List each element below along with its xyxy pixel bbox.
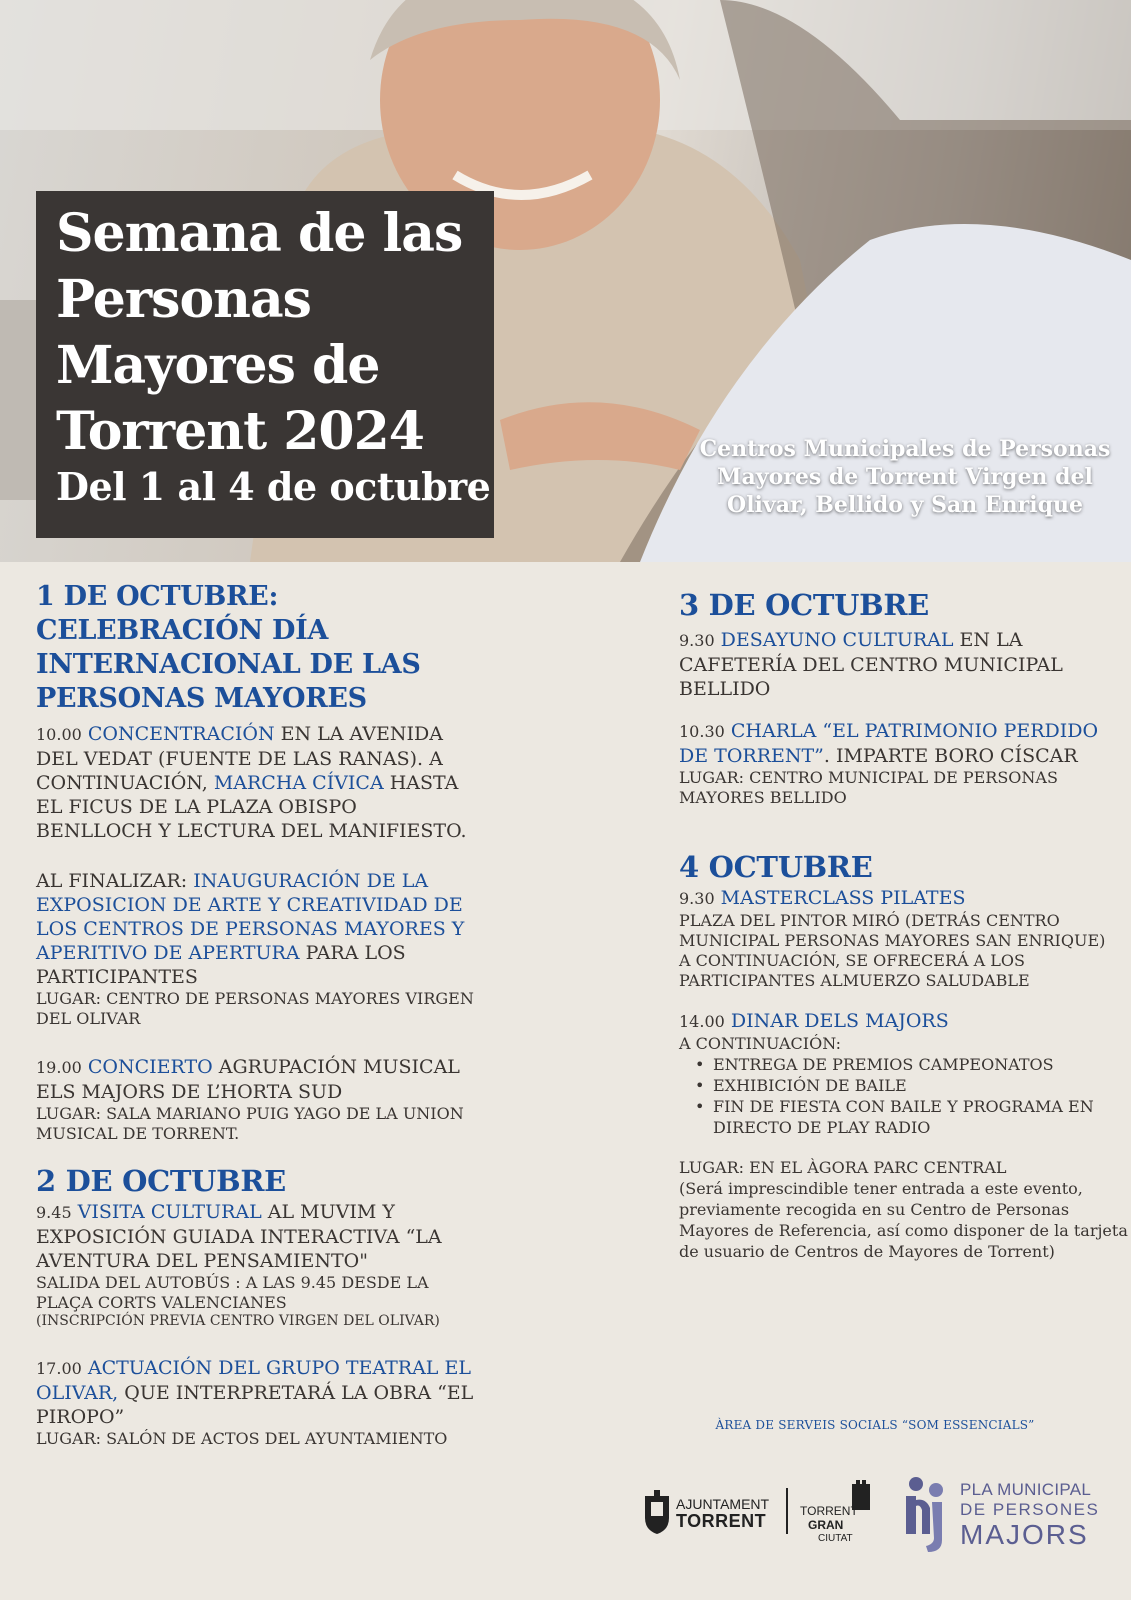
day3-event-charla (679, 719, 1131, 768)
list-item: • ENTREGA DE PREMIOS CAMPEONATOS (691, 1054, 1131, 1075)
event-continuacion: A CONTINUACIÓN: (679, 1034, 842, 1053)
day1-event-inauguracion (36, 869, 476, 989)
event-text: EN LA AVENIDA DEL VEDAT (FUENTE DE LAS RANAS). A CONTINUACIÓN, (36, 723, 443, 794)
event-time: 9.30 (679, 631, 715, 650)
event-highlight: MARCHA CÍVICA (213, 772, 384, 794)
event-inscripcion: (INSCRIPCIÓN PREVIA CENTRO VIRGEN DEL OLIVAR) (36, 1313, 440, 1329)
event-text: QUE INTERPRETARÁ LA OBRA “EL PIROPO” (36, 1382, 474, 1428)
tg-ciutat: CIUTAT (818, 1533, 853, 1544)
day2-heading: 2 DE OCTUBRE (36, 1164, 286, 1198)
event-text: AL FINALIZAR: (36, 870, 194, 892)
event-highlight: INAUGURACIÓN DE LA EXPOSICION DE ARTE Y CREATIVIDAD DE LOS CENTROS DE PERSONAS MAYORES Y APERITIVO DE APERTURA (36, 870, 465, 964)
event-continuacion: A CONTINUACIÓN, SE OFRECERÁ A LOS PARTICIPANTES ALMUERZO SALUDABLE (679, 951, 1030, 990)
centros-caption: Centros Municipales de Personas Mayores de Torrent Virgen del Olivar, Bellido y San Enrique (699, 436, 1111, 518)
event-highlight: CONCIERTO (87, 1056, 213, 1078)
event-salida: SALIDA DEL AUTOBÚS : A LAS 9.45 DESDE LA PLAÇA CORTS VALENCIANES (36, 1273, 429, 1312)
event-time: 17.00 (36, 1359, 82, 1378)
footer-logos (640, 1470, 1120, 1580)
event-lugar: LUGAR: CENTRO DE PERSONAS MAYORES VIRGEN DEL OLIVAR (36, 989, 474, 1028)
event-highlight: DESAYUNO CULTURAL (720, 629, 954, 651)
event-time: 19.00 (36, 1058, 82, 1077)
event-time: 10.00 (36, 725, 82, 744)
list-item: • FIN DE FIESTA CON BAILE Y PROGRAMA EN DIRECTO DE PLAY RADIO (691, 1096, 1131, 1138)
torrent-gran-ciutat-logo (800, 1478, 880, 1548)
logo-divider (786, 1488, 788, 1534)
pm-line1: PLA MUNICIPAL (960, 1480, 1092, 1499)
pm-line3: MAJORS (960, 1519, 1089, 1550)
pla-municipal-logo (902, 1474, 1112, 1564)
event-text: HASTA EL FICUS DE LA PLAZA OBISPO BENLLOCH Y LECTURA DEL MANIFIESTO. (36, 772, 467, 842)
left-column (36, 580, 476, 1449)
event-text: PARA LOS PARTICIPANTES (36, 942, 406, 988)
event-time: 9.30 (679, 889, 715, 908)
area-serveis-socials: ÀREA DE SERVEIS SOCIALS “SOM ESSENCIALS” (715, 1418, 1035, 1432)
torrent-label: TORRENT (676, 1511, 767, 1531)
event-lugar: LUGAR: EN EL ÀGORA PARC CENTRAL (679, 1158, 1007, 1177)
day2-event-actuacion (36, 1356, 476, 1429)
event-lugar: PLAZA DEL PINTOR MIRÓ (DETRÁS CENTRO MUNICIPAL PERSONAS MAYORES SAN ENRIQUE) (679, 911, 1106, 950)
poster-title: Semana de las Personas Mayores de Torrent 2024 (56, 203, 463, 462)
ajuntament-logo (642, 1490, 782, 1540)
event-lugar: LUGAR: SALÓN DE ACTOS DEL AYUNTAMIENTO (36, 1429, 448, 1448)
event-text: EN LA CAFETERÍA DEL CENTRO MUNICIPAL BELLIDO (679, 629, 1063, 700)
event-time: 9.45 (36, 1203, 72, 1222)
event-time: 10.30 (679, 722, 725, 741)
day1-event-concentracion (36, 722, 476, 843)
day3-event-desayuno (679, 628, 1131, 701)
day3-heading: 3 DE OCTUBRE (679, 588, 929, 622)
day4-event-pilates (679, 886, 1131, 911)
event-highlight: VISITA CULTURAL (77, 1201, 262, 1223)
day2-event-visita (36, 1200, 476, 1273)
tg-gran: GRAN (808, 1518, 844, 1532)
pla-municipal-icon (902, 1474, 956, 1554)
day4-event-dinar (679, 1009, 1131, 1034)
day1-heading: 1 DE OCTUBRE: CELEBRACIÓN DÍA INTERNACIONAL DE LAS PERSONAS MAYORES (36, 581, 421, 714)
title-box (36, 191, 494, 538)
event-time: 14.00 (679, 1012, 725, 1031)
event-text: AGRUPACIÓN MUSICAL ELS MAJORS DE L’HORTA SUD (36, 1056, 460, 1103)
event-text: AL MUVIM Y EXPOSICIÓN GUIADA INTERACTIVA “LA AVENTURA DEL PENSAMIENTO" (36, 1201, 442, 1272)
event-lugar: LUGAR: SALA MARIANO PUIG YAGO DE LA UNION MUSICAL DE TORRENT. (36, 1104, 464, 1143)
event-highlight: DINAR DELS MAJORS (730, 1010, 949, 1032)
list-item: • EXHIBICIÓN DE BAILE (691, 1075, 1131, 1096)
dinar-list (679, 1054, 1131, 1138)
tg-torrent: TORRENT (800, 1504, 858, 1518)
day4-heading: 4 OCTUBRE (679, 850, 873, 884)
poster-dates: Del 1 al 4 de octubre (56, 464, 491, 509)
event-highlight: ACTUACIÓN DEL GRUPO TEATRAL EL OLIVAR, (36, 1357, 471, 1404)
ajuntament-label: AJUNTAMENT (676, 1496, 770, 1512)
event-lugar: LUGAR: CENTRO MUNICIPAL DE PERSONAS MAYORES BELLIDO (679, 768, 1058, 807)
right-column (679, 588, 1131, 1262)
event-highlight: CHARLA “EL PATRIMONIO PERDIDO DE TORRENT” (679, 720, 1099, 767)
day1-event-concierto (36, 1055, 476, 1104)
event-note: (Será imprescindible tener entrada a este evento, previamente recogida en su Centro de Personas Mayores de Referencia, así como disponer de la tarjeta de usuario de Centros de Mayores de Torrent) (679, 1179, 1128, 1261)
event-highlight: MASTERCLASS PILATES (720, 887, 966, 909)
event-highlight: CONCENTRACIÓN (87, 723, 275, 745)
event-text: . IMPARTE BORO CÍSCAR (823, 745, 1078, 767)
crest-icon (642, 1490, 672, 1536)
pm-line2: DE PERSONES (960, 1500, 1100, 1519)
